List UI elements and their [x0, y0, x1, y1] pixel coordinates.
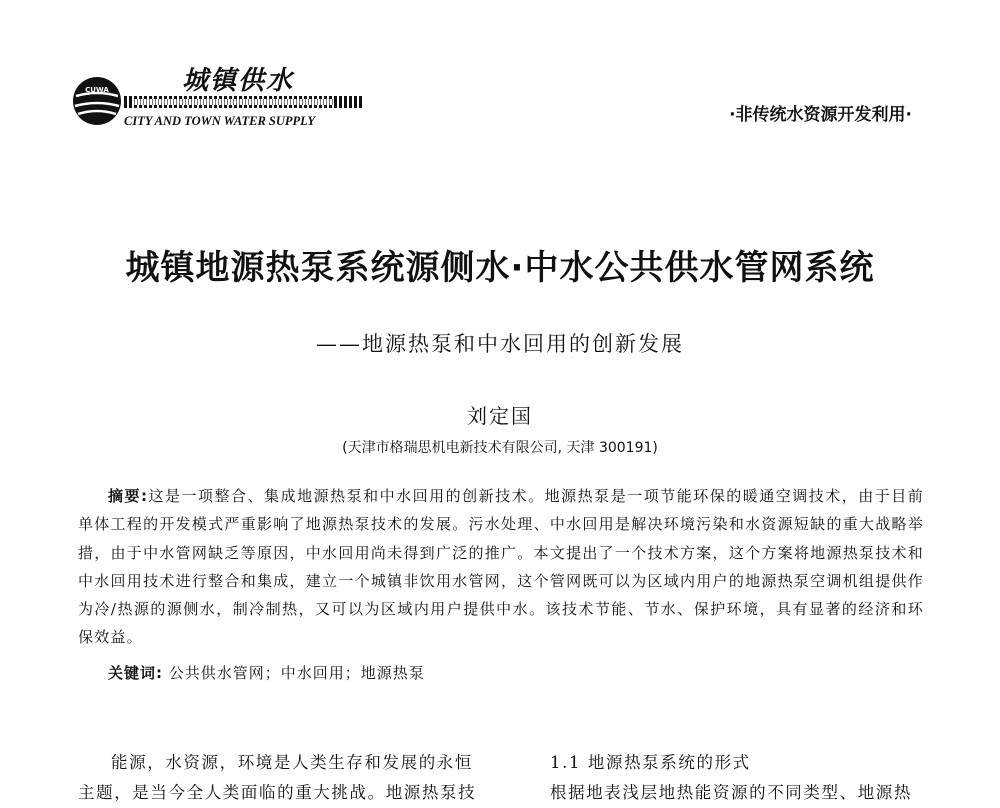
author-affiliation: (天津市格瑞思机电新技术有限公司, 天津 300191) — [342, 440, 658, 456]
body-left-column — [78, 748, 508, 808]
logo-bar-decoration — [124, 96, 364, 108]
abstract-label: 摘要: — [108, 487, 149, 505]
keywords-text: 公共供水管网；中水回用；地源热泵 — [168, 664, 425, 682]
body-left-line-1: 能源，水资源，环境是人类生存和发展的永恒 — [111, 753, 473, 772]
journal-name-cn: 城镇供水 — [182, 66, 295, 96]
body-left-line-2: 主题，是当今全人类面临的重大挑战。地源热泵技 — [78, 783, 477, 802]
journal-name-en: CITY AND TOWN WATER SUPPLY — [124, 114, 315, 128]
keywords-label: 关键词: — [108, 664, 163, 682]
section-heading: 1.1 地源热泵系统的形式 — [550, 753, 751, 772]
abstract — [78, 482, 924, 652]
section-tag: ·非传统水资源开发利用· — [729, 105, 912, 125]
abstract-text: 这是一项整合、集成地源热泵和中水回用的创新技术。地源热泵是一项节能环保的暖通空调技术，由于目前单体工程的开发模式严重影响了地源热泵技术的发展。污水处理、中水回用是解决环境污染和水资源短缺的重大战略举措，由于中水管网缺乏等原因，中水回用尚未得到广泛的推广。本文提出了一个技术方案，这个方案将地源热泵技术和中水回用技术进行整合和集成，建立一个城镇非饮用水管网，这个管网既可以为区域内用户的地源热泵空调机组提供作为冷/热源的源侧水，制冷制热，又可以为区域内用户提供中水。该技术节能、节水、保护环境，具有显著的经济和环保效益。 — [78, 487, 924, 647]
cuwa-logo-icon — [72, 76, 122, 126]
article-title: 城镇地源热泵系统源侧水·中水公共供水管网系统 — [125, 248, 875, 288]
body-right-line-1: 根据地表浅层地热能资源的不同类型、地源热 — [550, 783, 912, 802]
keywords — [108, 662, 425, 683]
journal-logo — [72, 52, 372, 137]
body-right-column — [550, 748, 950, 808]
author-name: 刘定国 — [467, 404, 533, 428]
article-subtitle: ——地源热泵和中水回用的创新发展 — [316, 332, 684, 356]
logo-badge-text: CUWA — [85, 86, 109, 94]
